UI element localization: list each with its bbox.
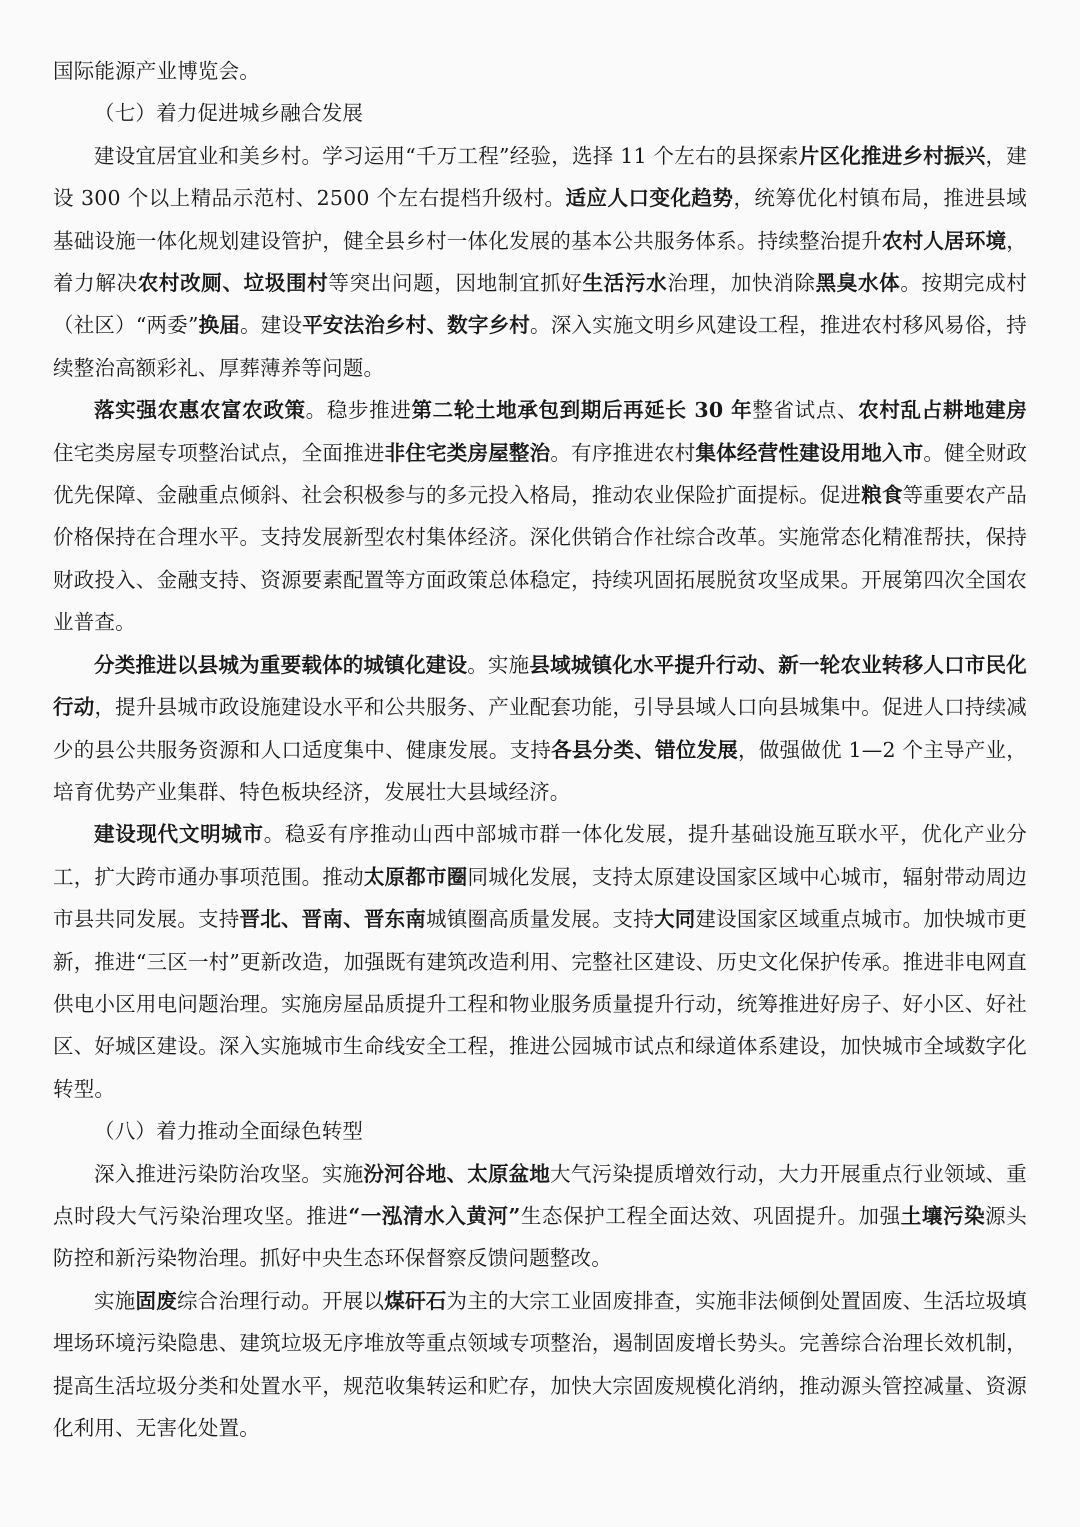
text-run: 。深入实施文明乡风建设工程，推进农村移风易俗，持续整治高额彩礼、厚葬薄养等问题。 [53, 313, 1027, 380]
paragraph [53, 813, 1027, 1110]
text-run: 。按期完成村（社区）“两委” [53, 271, 1027, 338]
bold-phrase: 生活污水 [582, 271, 668, 296]
text-run: 建设宜居宜业和美乡村。学习运用“千万工程”经验，选择 11 个左右的县探索 [94, 143, 799, 168]
section-heading [53, 92, 1027, 134]
text-run: ，着力解决 [53, 228, 1027, 296]
text-run: 。健全财政优先保障、金融重点倾斜、社会积极参与的多元投入格局，推动农业保险扩面提标。促进 [53, 440, 1028, 508]
text-run: 同城化发展，支持太原建设国家区域中心城市，辐射带动周边市县共同发展。支持 [53, 864, 1028, 932]
bold-phrase: 固废 [135, 1288, 177, 1313]
section-heading [53, 1110, 1027, 1152]
bold-phrase: 第二轮土地承包到期后再延长 30 年 [411, 398, 753, 423]
bold-phrase: 粮食 [861, 483, 903, 508]
text-run: 整省试点、 [752, 398, 859, 423]
bold-phrase: 平安法治乡村、数字乡村 [302, 313, 530, 338]
bold-phrase: 片区化推进乡村振兴 [798, 143, 986, 168]
bold-phrase: 农村人居环境 [881, 228, 1007, 253]
paragraph [53, 50, 1027, 92]
text-run: 城镇圈高质量发展。支持 [426, 907, 654, 932]
text-run: ，做强做优 1—2 个主导产业，培育优势产业集群、特色板块经济，发展壮大县域经济。 [53, 737, 1027, 804]
text-run: 治理，加快消除 [667, 271, 816, 296]
text-run: 生态保护工程全面达效、巩固提升。加强 [520, 1203, 901, 1228]
text-run: 实施 [94, 1288, 136, 1313]
text-run: 。建设 [240, 313, 303, 338]
text-run: ，提升县城市政设施建设水平和公共服务、产业配套功能，引导县域人口向县城集中。促进人口持续减少的县公共服务资源和人口适度集中、健康发展。支持 [53, 695, 1027, 762]
paragraph [53, 1280, 1027, 1450]
text-run: 为主的大宗工业固废排查，实施非法倾倒处置固废、生活垃圾填埋场环境污染隐患、建筑垃圾无序堆放等重点领域专项整治，遏制固废增长势头。完善综合治理长效机制，提高生活垃圾分类和处置水平，规范收集转运和贮存，加快大宗固废规模化消纳，推动源头管控减量、资源化利用、无害化处置。 [53, 1288, 1027, 1440]
text-run: ，建设 300 个以上精品示范村、2500 个左右提档升级村。 [53, 143, 1027, 211]
bold-phrase: 晋北、晋南、晋东南 [239, 907, 427, 932]
text-run: 。稳妥有序推动山西中部城市群一体化发展，提升基础设施互联水平，优化产业分工，扩大跨市通办事项范围。推动 [53, 822, 1027, 889]
bold-phrase: 煤矸石 [384, 1288, 447, 1313]
text-run: 深入推进污染防治攻坚。实施 [94, 1161, 364, 1186]
bold-phrase: 分类推进以县城为重要载体的城镇化建设 [94, 652, 468, 677]
text-run: 。稳步推进 [305, 398, 412, 423]
paragraph [53, 1153, 1027, 1280]
bold-phrase: 换届 [198, 313, 241, 338]
paragraph [53, 389, 1027, 643]
bold-phrase: 农村改厕、垃圾围村 [137, 271, 329, 296]
bold-phrase: 适应人口变化趋势 [565, 186, 734, 211]
text-run: 国际能源产业博览会。 [53, 59, 260, 83]
text-run: 。有序推进农村 [550, 440, 696, 465]
text-run: 等突出问题，因地制宜抓好 [328, 271, 583, 296]
bold-phrase: 汾河谷地、太原盆地 [363, 1161, 551, 1186]
text-run: 大气污染提质增效行动，大力开展重点行业领域、重点时段大气污染治理攻坚。推进 [53, 1161, 1027, 1228]
text-run: ，统筹优化村镇布局，推进县域基础设施一体化规划建设管护，健全县乡村一体化发展的基本公共服务体系。持续整治提升 [53, 186, 1027, 253]
text-run: 综合治理行动。开展以 [176, 1288, 385, 1313]
text-run: （八）着力推动全面绿色转型 [94, 1119, 364, 1144]
bold-phrase: 建设现代文明城市 [94, 822, 264, 847]
bold-phrase: 各县分类、错位发展 [551, 737, 738, 762]
bold-phrase: 土壤污染 [900, 1203, 986, 1228]
text-run: 住宅类房屋专项整治试点，全面推进 [53, 440, 385, 465]
text-run: 。实施 [467, 652, 530, 677]
bold-phrase: 太原都市圈 [363, 864, 468, 889]
paragraph [53, 644, 1027, 814]
bold-phrase: 县域城镇化水平提升行动、新一轮农业转移人口市民化行动 [53, 652, 1027, 720]
bold-phrase: “一泓清水入黄河” [348, 1203, 521, 1228]
bold-phrase: 非住宅类房屋整治 [384, 440, 551, 465]
bold-phrase: 大同 [654, 907, 696, 932]
bold-phrase: 黑臭水体 [815, 271, 901, 296]
text-run: 建设国家区域重点城市。加快城市更新，推进“三区一村”更新改造，加强既有建筑改造利用、完整社区建设、历史文化保护传承。推进非电网直供电小区用电问题治理。实施房屋品质提升工程和物业服务质量提升行动，统筹推进好房子、好小区、好社区、好城区建设。深入实施城市生命线安全工程，推进公园城市试点和绿道体系建设，加快城市全域数字化转型。 [53, 907, 1027, 1101]
bold-phrase: 落实强农惠农富农政策 [94, 398, 306, 423]
paragraph [53, 135, 1027, 389]
text-run: （七）着力促进城乡融合发展 [94, 101, 364, 126]
bold-phrase: 农村乱占耕地建房 [858, 398, 1028, 423]
bold-phrase: 集体经营性建设用地入市 [695, 440, 924, 465]
text-run: 等重要农产品价格保持在合理水平。支持发展新型农村集体经济。深化供销合作社综合改革。实施常态化精准帮扶，保持财政投入、金融支持、资源要素配置等方面政策总体稳定，持续巩固拓展脱贫攻坚成果。开展第四次全国农业普查。 [53, 483, 1027, 635]
text-run: 源头防控和新污染物治理。抓好中央生态环保督察反馈问题整改。 [53, 1203, 1027, 1271]
